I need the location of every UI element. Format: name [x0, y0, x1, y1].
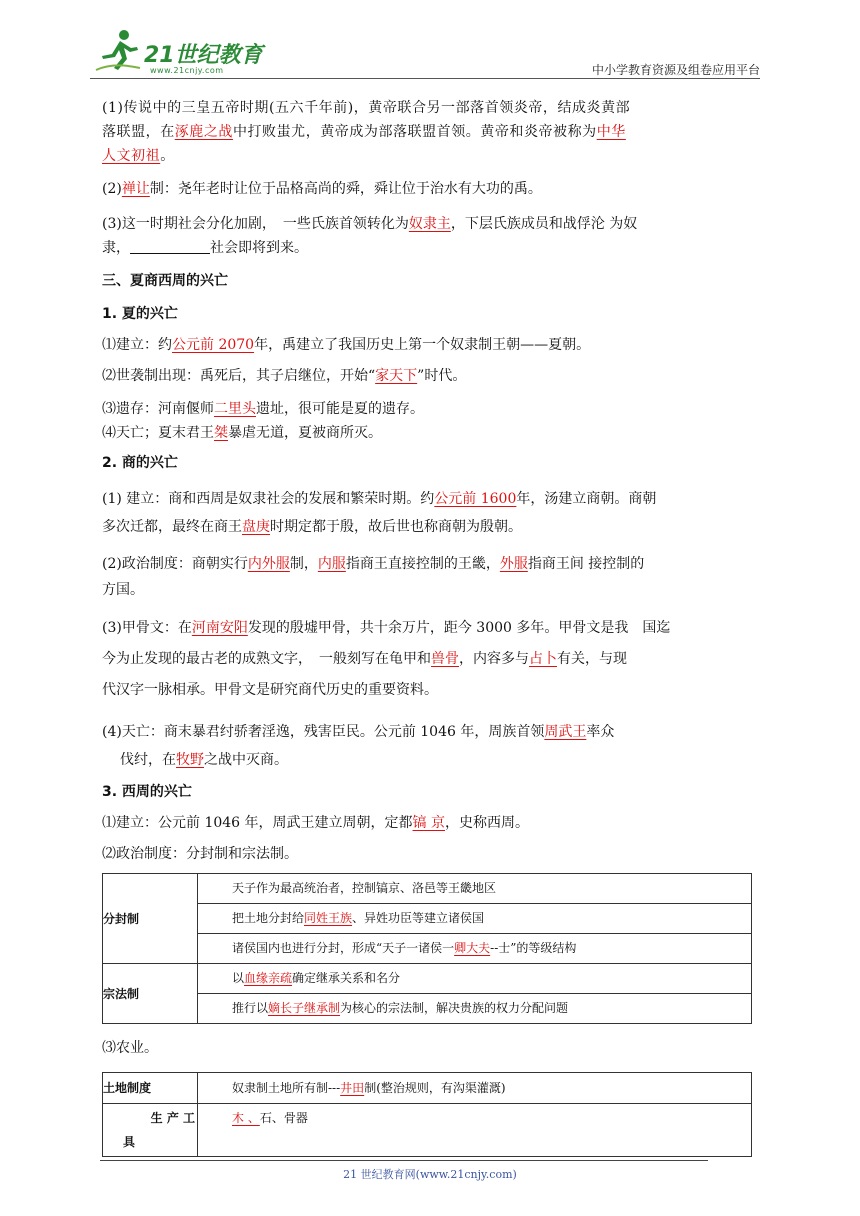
table-row [103, 874, 752, 904]
para-huangdi [102, 96, 762, 168]
table-cell [198, 994, 752, 1024]
zhou-line-1 [102, 811, 762, 835]
text: 制(整治规则，有沟渠灌溉) [364, 1080, 506, 1095]
text: 奴隶制土地所有制--- [232, 1080, 341, 1095]
answer: 盘庚 [242, 519, 270, 535]
text: 天子作为最高统治者，控制镐京、洛邑等王畿地区 [232, 881, 497, 895]
text: (4)天亡：商末暴君纣骄奢淫逸，残害臣民。公元前 1046 年，周族首领 [102, 724, 545, 740]
table-label-zongfa: 宗法制 [103, 964, 198, 1024]
table-label-tools [103, 1104, 198, 1157]
shang-line-2 [102, 551, 762, 603]
xia-line-1 [102, 333, 762, 357]
footer-text: 21 世纪教育网(www.21cnjy.com) [343, 1168, 517, 1181]
zhou-line-2: ⑵政治制度：分封制和宗法制。 [102, 846, 298, 862]
table-label-land: 土地制度 [103, 1073, 198, 1104]
text: 石、骨器 [259, 1111, 308, 1125]
answer: 占卜 [529, 651, 557, 667]
text: ”时代。 [417, 368, 467, 384]
answer: 桀 [214, 425, 228, 441]
answer: 公元前 1600 [434, 491, 517, 507]
text: (1)传说中的三皇五帝时期(五六千年前)，黄帝联合另一部落首领炎帝，结成炎黄部 [102, 100, 631, 116]
table-cell [198, 964, 752, 994]
text: 暴虐无道，夏被商所灭。 [228, 425, 382, 441]
answer: 血缘亲疏 [244, 971, 293, 985]
text: ，内容多与 [459, 651, 529, 667]
header-rule [90, 78, 760, 79]
text: 社会即将到来。 [210, 240, 308, 256]
answer: 公元前 2070 [172, 337, 255, 353]
section-legend [102, 96, 762, 260]
answer: 兽骨 [431, 651, 459, 667]
table-row [103, 934, 752, 964]
text: (3)这一时期社会分化加剧， 一些氏族首领转化为 [102, 216, 409, 232]
text: 之战中灭商。 [204, 752, 288, 768]
answer-renwenchuzu: 人文初祖 [102, 148, 161, 164]
xia-line-4 [102, 421, 762, 445]
text: 指商王间 接控制的 [527, 556, 645, 572]
answer: 二里头 [214, 401, 256, 417]
text: 生 产 工 [150, 1111, 195, 1125]
table-label-fenfeng: 分封制 [103, 874, 198, 964]
text: ⑷天亡；夏末君王 [102, 425, 214, 441]
footer-rule [100, 1160, 708, 1161]
table-zhengzhi [102, 873, 752, 1024]
text: 代汉字一脉相承。甲骨文是研究商代历史的重要资料。 [102, 682, 438, 698]
subsection-title-shang: 2. 商的兴亡 [102, 455, 178, 471]
page-header [90, 26, 760, 82]
table-cell [198, 1104, 752, 1157]
text: 有关，与现 [557, 651, 627, 667]
logo [90, 26, 290, 82]
text: 确定继承关系和名分 [292, 971, 401, 985]
text: 落联盟，在 [102, 124, 175, 140]
answer: 嫡长子继承制 [268, 1001, 341, 1015]
blank-line [130, 239, 210, 254]
xia-line-3 [102, 397, 762, 421]
document-body [102, 96, 762, 1157]
xia-line-2 [102, 364, 762, 388]
answer: 内外服 [247, 556, 290, 572]
answer-shanrang: 禅让 [121, 181, 150, 197]
text: 中打败蚩尤，黄帝成为部落联盟首领。黄帝和炎帝被称为 [232, 124, 597, 140]
text: (2)政治制度：商朝实行 [102, 556, 248, 572]
text: 制， [289, 556, 318, 572]
subsection-title-zhou: 3. 西周的兴亡 [102, 784, 192, 800]
text: 、异姓功臣等建立诸侯国 [352, 911, 485, 925]
text: 今为止发现的最古老的成熟文字， 一般刻写在龟甲和 [102, 651, 431, 667]
answer: 牧野 [176, 752, 204, 768]
answer: 卿大夫 [454, 941, 491, 955]
text: 年，汤建立商朝。商朝 [516, 491, 657, 507]
subsection-title-xia: 1. 夏的兴亡 [102, 306, 178, 322]
table-cell [198, 874, 752, 904]
answer: 内服 [317, 556, 346, 572]
text: 遗址，很可能是夏的遗存。 [256, 401, 424, 417]
table-row [103, 994, 752, 1024]
text: 率众 [586, 724, 615, 740]
shang-line-3 [102, 613, 762, 706]
text: 把土地分封给 [232, 911, 305, 925]
logo-url: www.21cnjy.com [150, 66, 224, 75]
answer: 同姓王族 [304, 911, 353, 925]
answer: 家天下 [375, 368, 418, 384]
text: 年，禹建立了我国历史上第一个奴隶制王朝——夏朝。 [254, 337, 591, 353]
text: --士”的等级结构 [490, 941, 577, 955]
para-fenhua [102, 212, 762, 260]
text: 以 [232, 971, 245, 985]
table-nongye [102, 1072, 752, 1157]
answer-zhonghua: 中华 [596, 124, 626, 140]
answer: 河南安阳 [191, 620, 248, 636]
text: 方国。 [102, 582, 144, 598]
text: 隶， [102, 240, 130, 256]
text: 具 [123, 1135, 136, 1149]
text: 诸侯国内也进行分封，形成“天子一诸侯一 [232, 941, 455, 955]
shang-line-1 [102, 485, 762, 541]
answer: 井田 [340, 1080, 365, 1095]
text: (3)甲骨文：在 [102, 620, 192, 636]
answer: 周武王 [544, 724, 587, 740]
text: 。 [160, 148, 175, 164]
answer: 木 、 [232, 1111, 260, 1125]
para-shanrang [102, 177, 762, 201]
logo-text: 21世纪教育 [144, 43, 263, 68]
text: (1) 建立：商和西周是奴隶社会的发展和繁荣时期。约 [102, 491, 435, 507]
text: ⑵世袭制出现：禹死后，其子启继位，开始“ [102, 368, 376, 384]
text: 制：尧年老时让位于品格高尚的舜，舜让位于治水有大功的禹。 [149, 181, 542, 197]
answer-zhuolu: 涿鹿之战 [174, 124, 233, 140]
text: ⑴建立：约 [102, 337, 172, 353]
table-row [103, 1104, 752, 1157]
text: 发现的殷墟甲骨，共十余万片，距今 3000 多年。甲骨文是我 国迄 [247, 620, 671, 636]
platform-name: 中小学教育资源及组卷应用平台 [591, 63, 760, 77]
answer: 镐 京 [412, 815, 445, 831]
answer: 外服 [499, 556, 528, 572]
runner-logo-icon [94, 28, 142, 74]
table-cell [198, 1073, 752, 1104]
text: 指商王直接控制的王畿， [345, 556, 500, 572]
table-row [103, 904, 752, 934]
table-cell [198, 904, 752, 934]
section-title: 三、夏商西周的兴亡 [102, 273, 228, 289]
zhou-line-3: ⑶农业。 [102, 1040, 158, 1056]
text: 时期定都于殷，故后世也称商朝为殷朝。 [270, 519, 522, 535]
text: ⑴建立：公元前 1046 年，周武王建立周朝，定都 [102, 815, 413, 831]
table-cell [198, 934, 752, 964]
text: 伐纣，在 [120, 752, 176, 768]
text: ，下层氏族成员和战俘沦 为奴 [450, 216, 638, 232]
text: ⑶遗存：河南偃师 [102, 401, 214, 417]
text: ，史称西周。 [444, 815, 529, 831]
table-row [103, 964, 752, 994]
text: (2) [102, 181, 122, 197]
text: 推行以 [232, 1001, 269, 1015]
text: 多次迁都，最终在商王 [102, 519, 242, 535]
text: 为核心的宗法制，解决贵族的权力分配问题 [340, 1001, 569, 1015]
answer-nulizhu: 奴隶主 [408, 216, 451, 232]
shang-line-4 [102, 718, 762, 774]
table-row [103, 1073, 752, 1104]
